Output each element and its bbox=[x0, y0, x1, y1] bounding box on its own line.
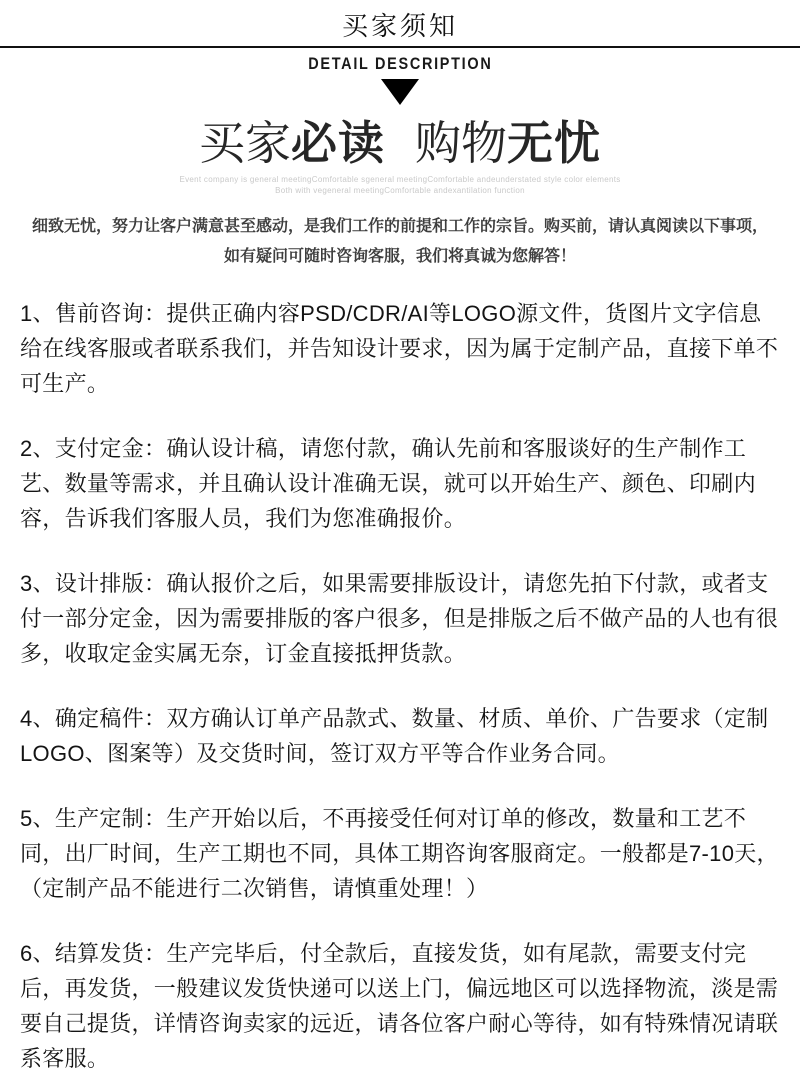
hero-headline-part-3: 购物 bbox=[415, 117, 507, 169]
hero-intro-line-2: 如有疑问可随时咨询客服，我们将真诚为您解答！ bbox=[223, 248, 576, 265]
notice-item-production: 5、生产定制：生产开始以后，不再接受任何对订单的修改，数量和工艺不同，出厂时间，生产工期也不同，具体工期咨询客服商定。一般都是7-10天，（定制产品不能进行二次销售，请慎重处理！） bbox=[20, 806, 779, 901]
triangle-down-icon bbox=[381, 79, 419, 105]
notice-item-deposit: 2、支付定金：确认设计稿，请您付款，确认先前和客服谈好的生产制作工艺、数量等需求，并且确认设计准确无误，就可以开始生产、颜色、印刷内容，告诉我们客服人员，我们为您准确报价。 bbox=[20, 436, 756, 531]
hero-intro bbox=[0, 212, 800, 272]
notice-item-presale: 1、售前咨询：提供正确内容PSD/CDR/AI等LOGO源文件，货图片文字信息给在线客服或者联系我们，并告知设计要求，因为属于定制产品，直接下单不可生产。 bbox=[20, 301, 779, 396]
header-subtitle: DETAIL DESCRIPTION bbox=[307, 54, 493, 73]
hero-headline-part-4: 无忧 bbox=[507, 117, 601, 169]
hero-tagline-line-2: Both with vegeneral meetingComfortable andexantilation function bbox=[275, 186, 525, 195]
notice-list bbox=[0, 296, 800, 1076]
buyer-notice-header bbox=[0, 0, 800, 105]
header-divider bbox=[0, 46, 800, 48]
hero-intro-line-1: 细致无忧，努力让客户满意甚至感动，是我们工作的前提和工作的宗旨。购买前，请认真阅读以下事项， bbox=[31, 218, 768, 235]
page-title: 买家须知 bbox=[341, 12, 458, 41]
hero-headline bbox=[0, 119, 800, 167]
notice-item-design-layout: 3、设计排版：确认报价之后，如果需要排版设计，请您先拍下付款，或者支付一部分定金，因为需要排版的客户很多，但是排版之后不做产品的人也有很多，收取定金实属无奈，订金直接抵押货款。 bbox=[20, 571, 779, 666]
hero-tagline bbox=[0, 174, 800, 196]
hero-headline-part-1: 买家 bbox=[199, 117, 291, 169]
hero-tagline-line-1: Event company is general meetingComfortable sgeneral meetingComfortable andeunderstated style color elements bbox=[179, 175, 621, 184]
hero-section bbox=[0, 119, 800, 272]
notice-item-confirm-draft: 4、确定稿件：双方确认订单产品款式、数量、材质、单价、广告要求（定制LOGO、图案等）及交货时间，签订双方平等合作业务合同。 bbox=[20, 706, 769, 766]
hero-headline-part-2: 必读 bbox=[291, 117, 385, 169]
notice-item-settlement-shipping: 6、结算发货：生产完毕后，付全款后，直接发货，如有尾款，需要支付完后，再发货，一般建议发货快递可以送上门，偏远地区可以选择物流，淡是需要自己提货，详情咨询卖家的远近，请各位客户耐心等待，如有特殊情况请联系客服。 bbox=[20, 941, 779, 1071]
